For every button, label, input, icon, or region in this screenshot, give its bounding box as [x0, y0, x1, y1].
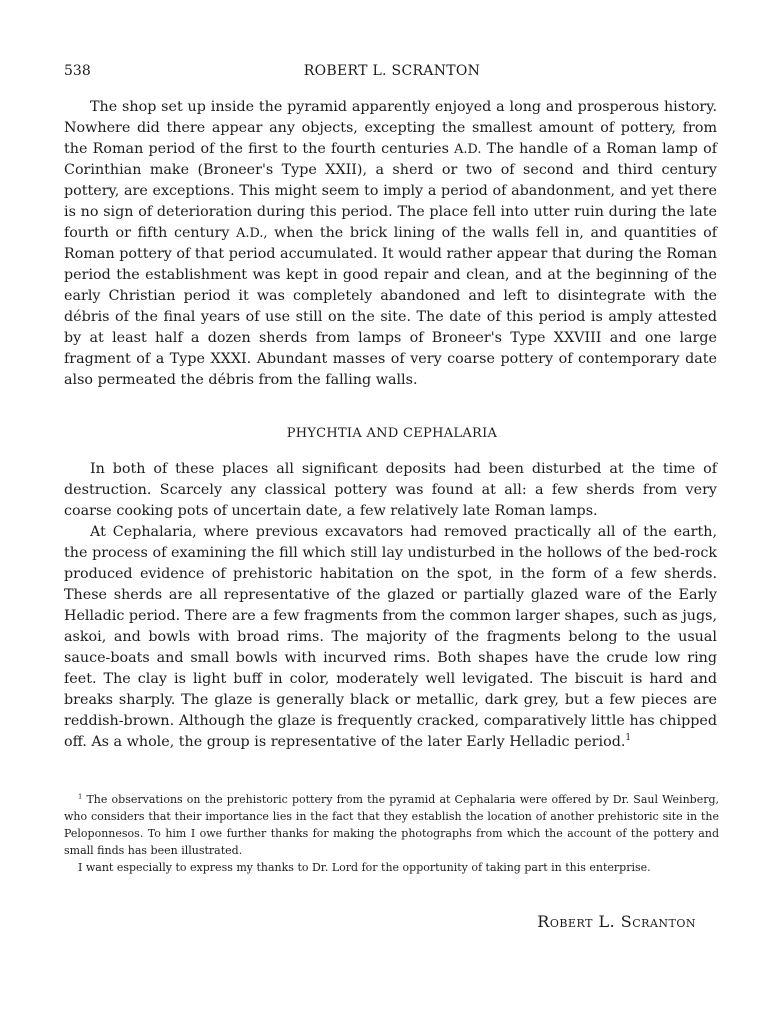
footnotes: [64, 791, 719, 876]
footnote: [64, 791, 719, 859]
author-signature: Robert L. Scranton: [537, 912, 696, 931]
paragraph-text: The handle of a Roman lamp of Corinthian make (Broneer's Type XXII), a sherd or two of second and third century pottery, are exceptions. This might seem to imply a period of abandonment, and yet there is no sign of deterioration during this period. The place fell into utter ruin during the late fourth or fifth century: [64, 141, 717, 241]
section-heading: PHYCHTIA AND CEPHALARIA: [286, 426, 498, 441]
era-abbreviation: A.D.: [454, 142, 482, 157]
section-phychtia-cephalaria: [64, 459, 717, 753]
page-number: 538: [64, 63, 91, 79]
paragraph-text: The shop set up inside the pyramid apparently enjoyed a long and prosperous history. Nowhere did there appear any objects, excepting the smallest amount of pottery, from the Roman period of the first to the fourth centuries: [64, 99, 717, 157]
footnote-reference[interactable]: 1: [625, 733, 632, 744]
paragraph-text: when the brick lining of the walls fell in, and quantities of Roman pottery of that period accumulated. It would rather appear that during the Roman period the establishment was kept in good repair and clean, and at the beginning of the early Christian period it was completely abandoned and left to disintegrate with the débris of the final years of use still on the site. The date of this period is amply attested by at least half a dozen sherds from lamps of Broneer's Type XXVIII and one large fragment of a Type XXXI. Abundant masses of very coarse pottery of contemporary date also permeated the débris from the falling walls.: [64, 225, 717, 388]
footnote-text: The observations on the prehistoric pottery from the pyramid at Cephalaria were offered by Dr. Saul Weinberg, who considers that their importance lies in the fact that they establish the location of another prehistoric site in the Peloponnesos. To him I owe further thanks for making the photographs from which the account of the pottery and small finds has been illustrated.: [64, 793, 719, 857]
paragraph-text: At Cephalaria, where previous excavators had removed practically all of the earth, the process of examining the fill which still lay undisturbed in the hollows of the bed-rock produced evidence of prehistoric habitation on the spot, in the form of a few sherds. These sherds are all representative of the glazed or partially glazed ware of the Early Helladic period. There are a few fragments from the common larger shapes, such as jugs, askoi, and bowls with broad rims. The majority of the fragments belong to the usual sauce-boats and small bowls with incurved rims. Both shapes have the crude low ring feet. The clay is light buff in color, moderately well levigated. The biscuit is hard and breaks sharply. The glaze is generally black or metallic, dark grey, but a few pieces are reddish-brown. Although the glaze is frequently cracked, comparatively little has chipped off. As a whole, the group is representative of the later Early Helladic period.: [64, 524, 717, 750]
section-pyramid-shop: [64, 97, 717, 391]
running-title: ROBERT L. SCRANTON: [303, 63, 481, 79]
paragraph: [64, 97, 717, 391]
paragraph: [64, 522, 717, 753]
footnote-marker: 1: [78, 792, 83, 801]
paragraph: In both of these places all significant deposits had been disturbed at the time of destruction. Scarcely any classical pottery was found at all: a few sherds from very coarse cooking pots of uncertain date, a few relatively late Roman lamps.: [64, 461, 717, 519]
era-abbreviation: A.D.,: [236, 226, 268, 241]
acknowledgement: I want especially to express my thanks to Dr. Lord for the opportunity of taking part in this enterprise.: [78, 861, 651, 874]
